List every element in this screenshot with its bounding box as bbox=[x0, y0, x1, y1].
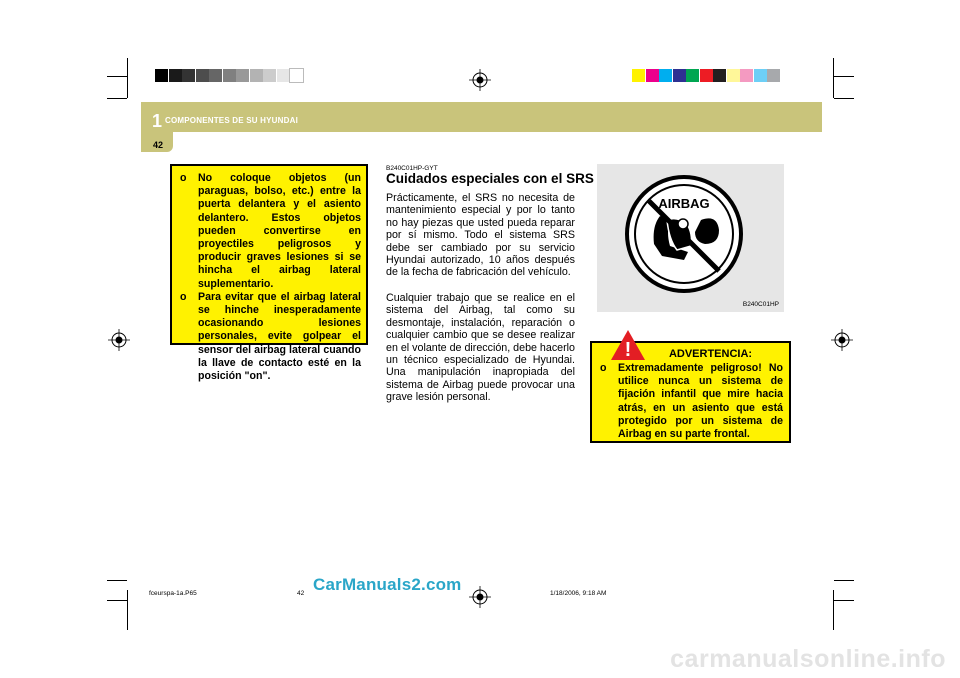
paragraph: Prácticamente, el SRS no necesita de mantenimiento especial y por lo tanto no hay piezas que usted pueda reparar por sí mismo. Todo el sistema SRS debe ser cambiado por su servicio Hyundai autorizado, 10 años después de la fecha de fabricación del vehículo. bbox=[386, 192, 575, 279]
no-child-seat-airbag-icon bbox=[597, 164, 784, 312]
color-swatch bbox=[155, 69, 168, 82]
color-swatch bbox=[290, 69, 303, 82]
warning-list bbox=[177, 172, 361, 383]
list-item: o Para evitar que el airbag lateral se hinche inesperadamente ocasionando lesiones personales, evite golpear el sensor del airbag lateral cuando la llave de contacto esté en la posición "on". bbox=[180, 290, 361, 383]
paragraph: Cualquier trabajo que se realice en el sistema del Airbag, tal como su desmontaje, instalación, reparación o cualquier cambio que se desee realizar en el volante de dirección, debe hacerlo un técnico especializado de Hyundai. Una manipulación inapropiada del sistema de Airbag puede provocar una grave lesión personal. bbox=[386, 292, 575, 404]
registration-mark-icon bbox=[469, 586, 491, 608]
color-swatch bbox=[196, 69, 209, 82]
color-swatch bbox=[277, 69, 290, 82]
file-name: fceurspa-1a.P65 bbox=[149, 590, 197, 597]
warning-title: ADVERTENCIA: bbox=[668, 348, 753, 360]
list-item: o No coloque objetos (un paraguas, bolso, etc.) entre la puerta delantera y el asiento delantero. Estos objetos pueden convertirse en proyectiles peligrosos y producir graves lesiones si se hincha el airbag lateral suplementario. bbox=[180, 172, 361, 290]
chapter-title: COMPONENTES DE SU HYUNDAI bbox=[165, 116, 299, 125]
chapter-number: 1 bbox=[152, 111, 163, 131]
color-swatch bbox=[169, 69, 182, 82]
color-swatch bbox=[632, 69, 645, 82]
registration-mark-icon bbox=[108, 329, 130, 351]
airbag-figure bbox=[597, 164, 784, 312]
page-number: 42 bbox=[153, 140, 164, 150]
color-swatch bbox=[727, 69, 740, 82]
registration-mark-icon bbox=[831, 329, 853, 351]
color-swatch bbox=[209, 69, 222, 82]
section-title: Cuidados especiales con el SRS bbox=[386, 171, 594, 186]
color-swatch bbox=[263, 69, 276, 82]
color-swatch bbox=[659, 69, 672, 82]
figure-caption: B240C01HP bbox=[742, 301, 779, 308]
warning-list bbox=[597, 362, 783, 441]
color-swatch bbox=[250, 69, 263, 82]
watermark-logo[interactable]: CarManuals2.com bbox=[313, 575, 462, 594]
color-swatch bbox=[646, 69, 659, 82]
footer-page: 42 bbox=[297, 590, 305, 597]
color-swatch bbox=[686, 69, 699, 82]
timestamp: 1/18/2006, 9:18 AM bbox=[550, 590, 607, 597]
color-swatch bbox=[754, 69, 767, 82]
color-swatch bbox=[236, 69, 249, 82]
site-watermark: carmanualsonline.info bbox=[670, 645, 946, 673]
right-warning-box bbox=[590, 341, 791, 443]
color-swatch bbox=[740, 69, 753, 82]
color-swatch bbox=[673, 69, 686, 82]
svg-text:AIRBAG: AIRBAG bbox=[658, 196, 710, 211]
color-swatch bbox=[182, 69, 195, 82]
left-warning-box bbox=[170, 164, 368, 383]
section-code: B240C01HP-GYT bbox=[386, 165, 438, 172]
color-swatch bbox=[223, 69, 236, 82]
color-swatch bbox=[767, 69, 780, 82]
list-item: o Extremadamente peligroso! No utilice nunca un sistema de fijación infantil que mire hacia atrás, en un asiento que está protegido por un sistema de Airbag en su parte frontal. bbox=[600, 362, 783, 441]
color-swatch bbox=[713, 69, 726, 82]
registration-mark-icon bbox=[469, 69, 491, 91]
svg-text:!: ! bbox=[624, 339, 632, 361]
color-swatch bbox=[700, 69, 713, 82]
